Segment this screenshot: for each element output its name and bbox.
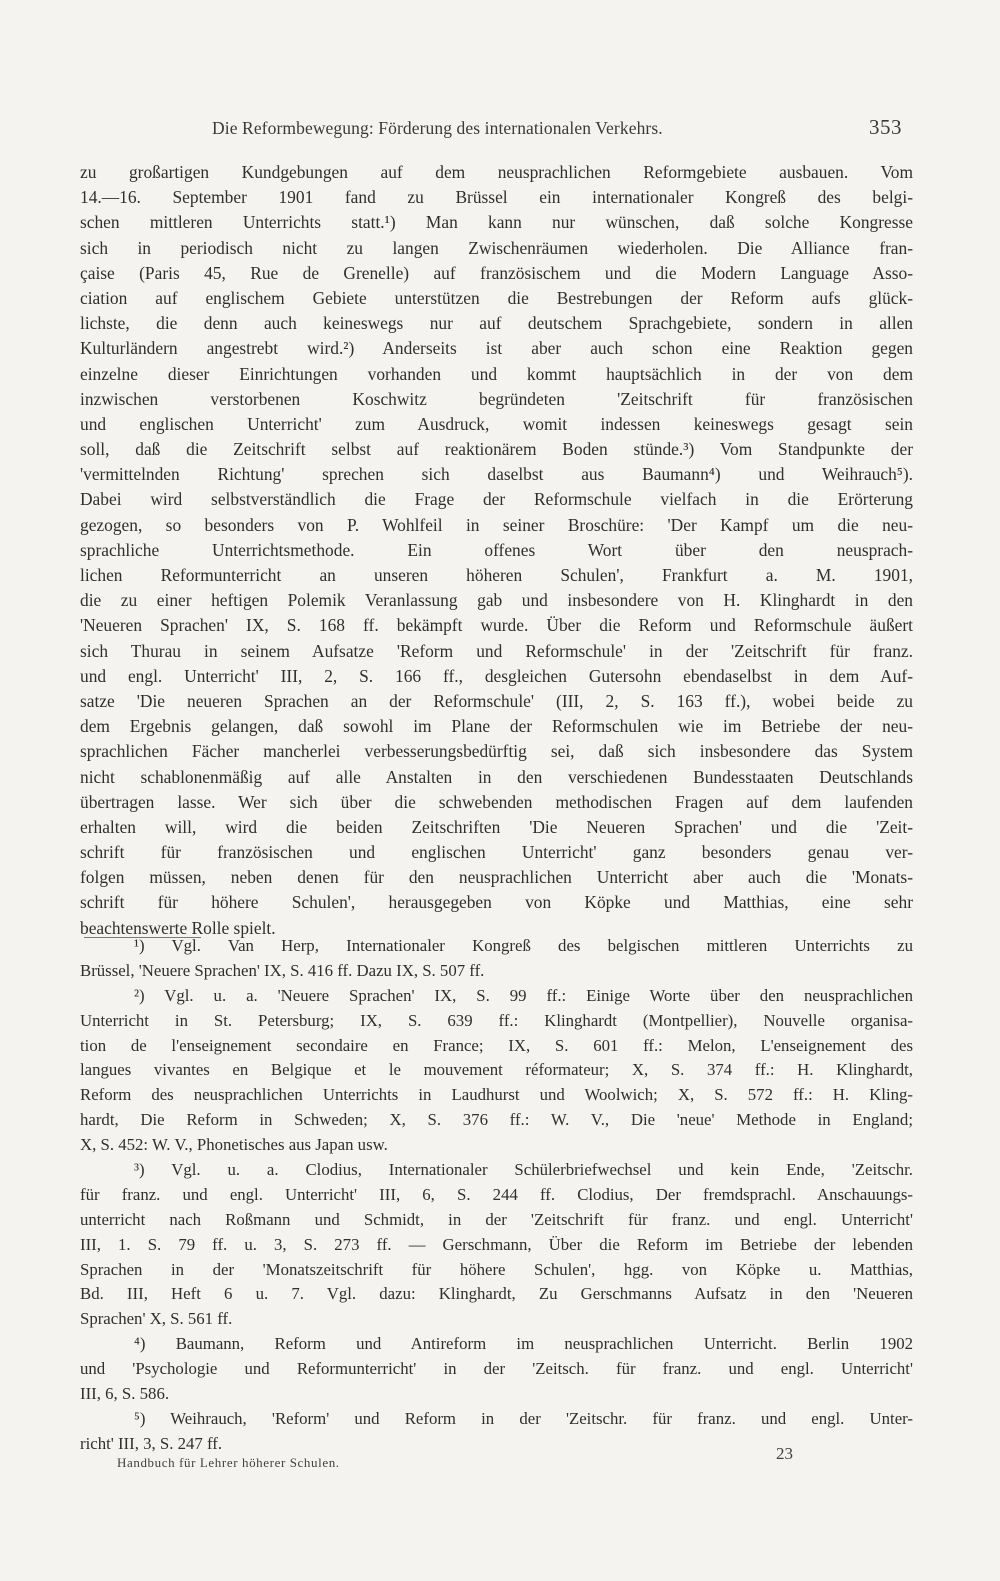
footnote-line: X, S. 452: W. V., Phonetisches aus Japan usw.: [80, 1135, 388, 1155]
footnote-line: Sprachen in der 'Monatszeitschrift für höhere Schulen', hgg. von Köpke u. Matthias,: [80, 1259, 913, 1279]
text-line: gezogen, so besonders von P. Wohlfeil in seiner Broschüre: 'Der Kampf um die neu-: [80, 514, 913, 535]
footnote-line: richt' III, 3, S. 247 ff.: [80, 1433, 223, 1453]
text-line: beachtenswerte Rolle spielt.: [80, 917, 276, 938]
footnotes: [80, 934, 913, 1457]
footnote-line: ⁴) Baumann, Reform und Antireform im neusprachlichen Unterricht. Berlin 1902: [134, 1334, 913, 1354]
sheet-number: 23: [776, 1444, 793, 1463]
text-line: çaise (Paris 45, Rue de Grenelle) auf französischem und die Modern Language Asso-: [80, 262, 913, 283]
text-line: satze 'Die neueren Sprachen an der Reformschule' (III, 2, S. 163 ff.), wobei beide zu: [80, 690, 913, 711]
text-line: 14.—16. September 1901 fand zu Brüssel ein internationaler Kongreß des belgi-: [80, 187, 913, 208]
text-line: sich in periodisch nicht zu langen Zwischenräumen wiederholen. Die Alliance fran-: [80, 237, 913, 258]
text-line: ciation auf englischem Gebiete unterstützen die Bestrebungen der Reform aufs glück-: [80, 287, 913, 308]
footnote-line: Sprachen' X, S. 561 ff.: [80, 1309, 233, 1329]
header-title: Die Reformbewegung: Förderung des internationalen Verkehrs.: [212, 118, 663, 138]
footnote-line: Reform des neusprachlichen Unterrichts in Laudhurst und Woolwich; X, S. 572 ff.: H. Kling-: [80, 1085, 913, 1105]
footnote-line: Unterricht in St. Petersburg; IX, S. 639 ff.: Klinghardt (Montpellier), Nouvelle organisa-: [80, 1010, 913, 1030]
footnote-line: tion de l'enseignement secondaire en France; IX, S. 601 ff.: Melon, L'enseignement des: [80, 1035, 913, 1055]
text-line: die zu einer heftigen Polemik Veranlassung gab und insbesondere von H. Klinghardt in den: [80, 590, 913, 611]
text-line: Dabei wird selbstverständlich die Frage der Reformschule vielfach in die Erörterung: [80, 489, 913, 510]
running-header: [0, 115, 1000, 146]
text-line: einzelne dieser Einrichtungen vorhanden und kommt hauptsächlich in der von dem: [80, 363, 913, 384]
footnote-line: und 'Psychologie und Reformunterricht' in der 'Zeitsch. für franz. und engl. Unterricht': [80, 1359, 913, 1379]
footnote-line: Brüssel, 'Neuere Sprachen' IX, S. 416 ff. Dazu IX, S. 507 ff.: [80, 960, 485, 980]
footnote-line: ¹) Vgl. Van Herp, Internationaler Kongreß des belgischen mittleren Unterrichts zu: [134, 936, 913, 955]
footnote-line: III, 6, S. 586.: [80, 1384, 170, 1404]
text-line: 'vermittelnden Richtung' sprechen sich daselbst aus Baumann⁴) und Weihrauch⁵).: [80, 464, 913, 485]
footnote-line: unterricht nach Roßmann und Schmidt, in der 'Zeitschrift für franz. und engl. Unterricht': [80, 1209, 913, 1229]
text-line: lichste, die denn auch keineswegs nur auf deutschem Sprachgebiete, sondern in allen: [80, 313, 913, 334]
text-line: erhalten will, wird die beiden Zeitschriften 'Die Neueren Sprachen' und die 'Zeit-: [80, 816, 913, 837]
text-line: übertragen lasse. Wer sich über die schwebenden methodischen Fragen auf dem laufenden: [80, 791, 913, 812]
text-line: sich Thurau in seinem Aufsatze 'Reform und Reformschule' in der 'Zeitschrift für franz.: [80, 640, 913, 661]
text-line: folgen müssen, neben denen für den neusprachlichen Unterricht aber auch die 'Monats-: [80, 867, 913, 888]
text-line: soll, daß die Zeitschrift selbst auf reaktionärem Boden stünde.³) Vom Standpunkte der: [80, 439, 913, 460]
footnote-line: langues vivantes en Belgique et le mouvement réformateur; X, S. 374 ff.: H. Klinghardt,: [80, 1060, 913, 1080]
text-line: schrift für höhere Schulen', herausgegeben von Köpke und Matthias, eine sehr: [80, 892, 913, 913]
text-line: lichen Reformunterricht an unseren höheren Schulen', Frankfurt a. M. 1901,: [80, 565, 913, 585]
text-line: schrift für französischen und englischen Unterricht' ganz besonders genau ver-: [80, 842, 913, 863]
text-line: nicht schablonenmäßig auf alle Anstalten in den verschiedenen Bundesstaaten Deutschlands: [80, 766, 913, 787]
text-line: und engl. Unterricht' III, 2, S. 166 ff., desgleichen Gutersohn ebendaselbst in dem Auf-: [80, 665, 913, 686]
footer-signature: Handbuch für Lehrer höherer Schulen.: [117, 1455, 340, 1470]
text-line: sprachlichen Fächer mancherlei verbesserungsbedürftig sei, daß sich insbesondere das System: [80, 741, 913, 762]
text-line: sprachliche Unterrichtsmethode. Ein offenes Wort über den neusprach-: [80, 539, 913, 560]
text-line: und englischen Unterricht' zum Ausdruck, womit indessen keineswegs gesagt sein: [80, 413, 913, 434]
text-line: zu großartigen Kundgebungen auf dem neusprachlichen Reformgebiete ausbauen. Vom: [80, 162, 913, 182]
footnote-line: III, 1. S. 79 ff. u. 3, S. 273 ff. — Gerschmann, Über die Reform im Betriebe der lebenden: [80, 1234, 913, 1254]
text-line: Kulturländern angestrebt wird.²) Anderseits ist aber auch schon eine Reaktion gegen: [80, 338, 913, 359]
footnote-line: Bd. III, Heft 6 u. 7. Vgl. dazu: Klinghardt, Zu Gerschmanns Aufsatz in den 'Neueren: [80, 1284, 913, 1304]
footnote-line: ²) Vgl. u. a. 'Neuere Sprachen' IX, S. 99 ff.: Einige Worte über den neusprachlichen: [134, 985, 913, 1005]
footnote-line: für franz. und engl. Unterricht' III, 6, S. 244 ff. Clodius, Der fremdsprachl. Anschauungs-: [80, 1184, 913, 1204]
text-line: 'Neueren Sprachen' IX, S. 168 ff. bekämpft wurde. Über die Reform und Reformschule äußert: [80, 615, 913, 636]
text-line: inzwischen verstorbenen Koschwitz begründeten 'Zeitschrift für französischen: [80, 388, 913, 409]
footnote-line: hardt, Die Reform in Schweden; X, S. 376 ff.: W. V., Die 'neue' Methode in England;: [80, 1110, 913, 1130]
text-line: schen mittleren Unterrichts statt.¹) Man kann nur wünschen, daß solche Kongresse: [80, 212, 913, 233]
text-line: dem Ergebnis gelangen, daß sowohl im Plane der Reformschulen wie im Betriebe der neu-: [80, 716, 913, 737]
footnote-line: ⁵) Weihrauch, 'Reform' und Reform in der 'Zeitschr. für franz. und engl. Unter-: [134, 1408, 913, 1428]
page-number: 353: [869, 115, 902, 139]
main-text: [80, 160, 913, 941]
footnote-line: ³) Vgl. u. a. Clodius, Internationaler Schülerbriefwechsel und kein Ende, 'Zeitschr.: [134, 1160, 913, 1180]
